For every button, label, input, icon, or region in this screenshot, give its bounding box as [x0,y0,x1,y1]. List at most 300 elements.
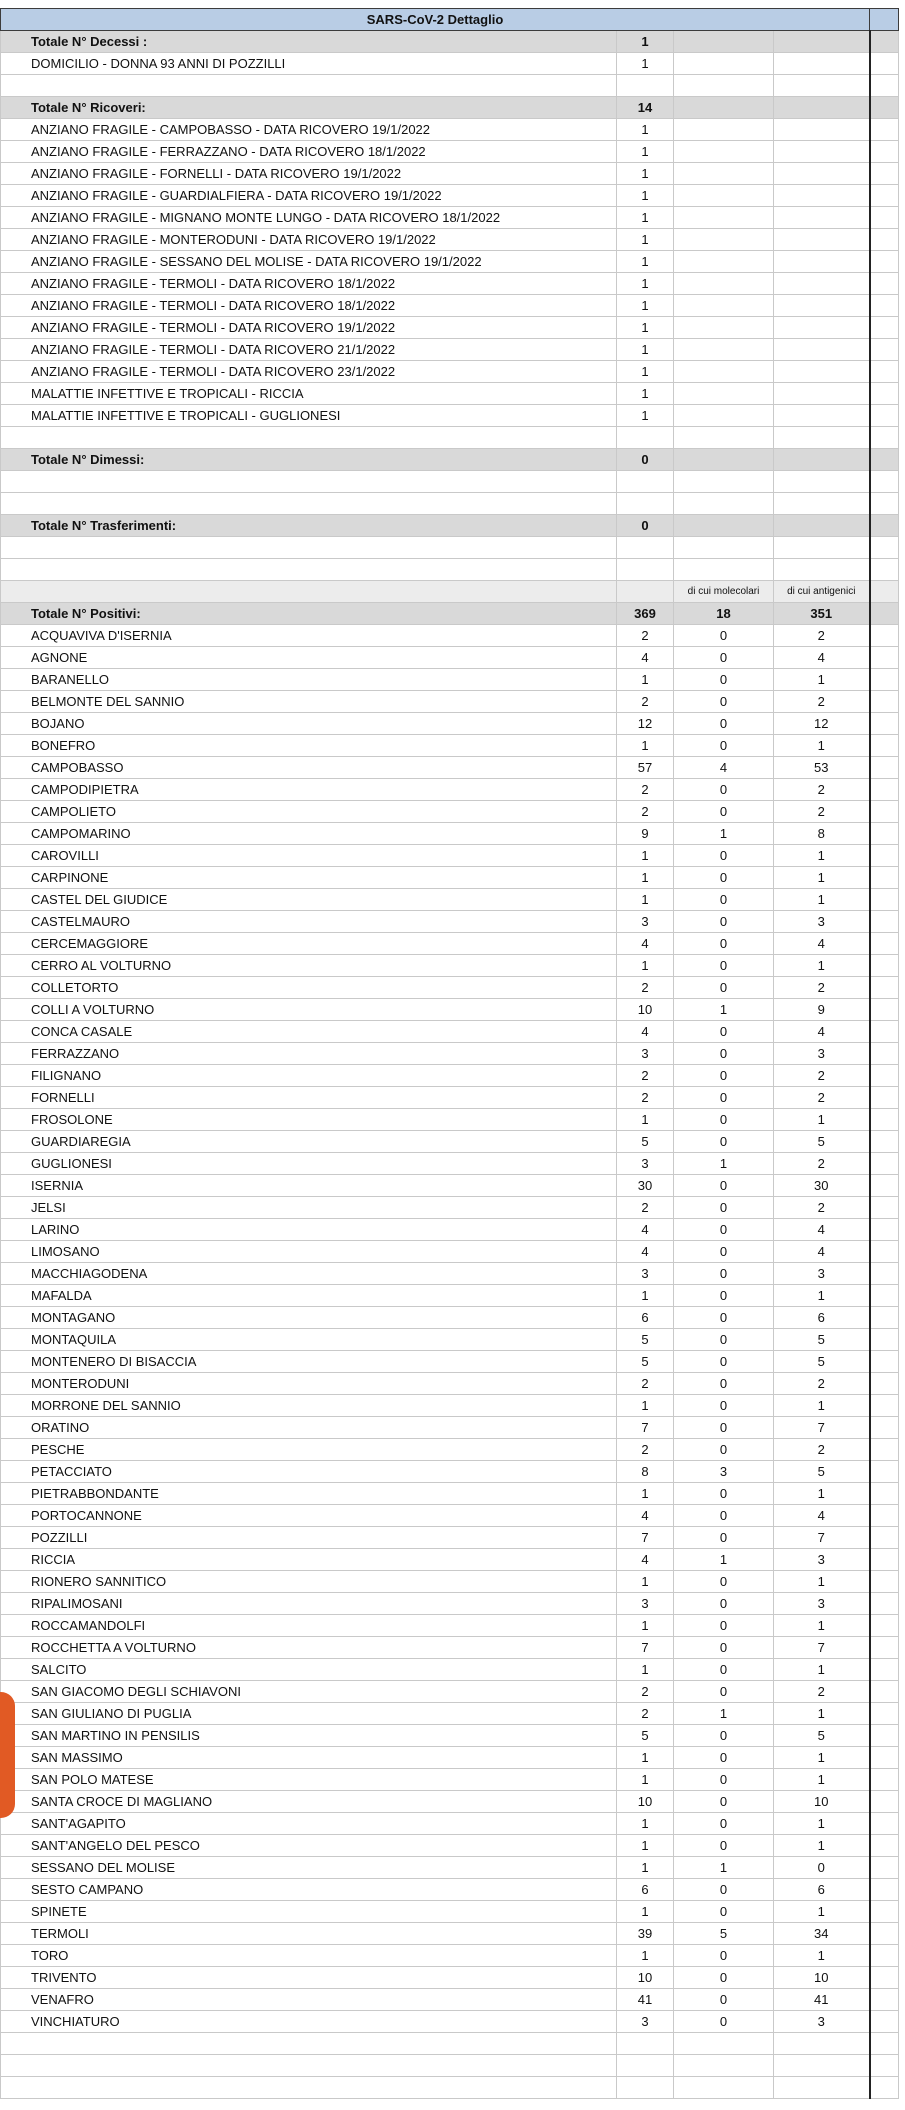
row-molecolari: 0 [674,1945,774,1967]
row-name: ANZIANO FRAGILE - FORNELLI - DATA RICOVERO 19/1/2022 [1,163,617,185]
row-molecolari: 0 [674,1681,774,1703]
row-name: BELMONTE DEL SANNIO [1,691,617,713]
positivi-row [1,1571,899,1593]
row-count: 2 [617,1439,674,1461]
row-molecolari: 1 [674,1549,774,1571]
row-count: 7 [617,1637,674,1659]
row-count: 3 [617,911,674,933]
row-name: ANZIANO FRAGILE - MIGNANO MONTE LUNGO - DATA RICOVERO 18/1/2022 [1,207,617,229]
row-name: ANZIANO FRAGILE - TERMOLI - DATA RICOVERO 19/1/2022 [1,317,617,339]
positivi-row [1,1021,899,1043]
row-count: 1 [617,1857,674,1879]
row-count: 3 [617,1263,674,1285]
row-count: 8 [617,1461,674,1483]
row-count: 1 [617,889,674,911]
row-name: SESSANO DEL MOLISE [1,1857,617,1879]
row-count: 1 [617,163,674,185]
positivi-row [1,625,899,647]
row-antigenici: 1 [774,1769,870,1791]
row-molecolari: 0 [674,1527,774,1549]
row-antigenici [774,383,870,405]
row-antigenici [774,295,870,317]
row-name: BOJANO [1,713,617,735]
positivi-row [1,1065,899,1087]
row-antigenici [774,185,870,207]
row-count: 1 [617,405,674,427]
positivi-row [1,1637,899,1659]
row-antigenici: 2 [774,1439,870,1461]
row-molecolari: 0 [674,1241,774,1263]
row-antigenici: 1 [774,955,870,977]
row-name: PORTOCANNONE [1,1505,617,1527]
row-molecolari: 0 [674,1109,774,1131]
row-antigenici: 34 [774,1923,870,1945]
positivi-row [1,1373,899,1395]
empty-row [1,75,899,97]
row-antigenici: 1 [774,1285,870,1307]
row-molecolari [674,405,774,427]
row-count: 6 [617,1307,674,1329]
empty-row [1,427,899,449]
row-name: TRIVENTO [1,1967,617,1989]
row-name: SALCITO [1,1659,617,1681]
row-name: ANZIANO FRAGILE - MONTERODUNI - DATA RICOVERO 19/1/2022 [1,229,617,251]
positivi-row [1,713,899,735]
ricoveri-row [1,251,899,273]
row-count: 1 [617,1395,674,1417]
positivi-row [1,867,899,889]
row-antigenici: 2 [774,1153,870,1175]
row-antigenici: 2 [774,1087,870,1109]
row-name: ROCCHETTA A VOLTURNO [1,1637,617,1659]
row-antigenici: 1 [774,845,870,867]
row-molecolari: 1 [674,1153,774,1175]
row-antigenici: 2 [774,1373,870,1395]
ricoveri-total: 14 [617,97,674,119]
positivi-row [1,1813,899,1835]
empty-row [1,2033,899,2055]
row-molecolari: 0 [674,977,774,999]
row-count: 4 [617,1549,674,1571]
row-molecolari: 0 [674,1791,774,1813]
row-antigenici: 2 [774,1681,870,1703]
row-antigenici: 1 [774,1813,870,1835]
row-name: ANZIANO FRAGILE - TERMOLI - DATA RICOVERO 18/1/2022 [1,295,617,317]
row-count: 2 [617,1197,674,1219]
row-count: 6 [617,1879,674,1901]
positivi-row [1,955,899,977]
ricoveri-row [1,339,899,361]
row-antigenici: 2 [774,977,870,999]
row-count: 7 [617,1527,674,1549]
ricoveri-row [1,119,899,141]
row-molecolari [674,339,774,361]
row-count: 5 [617,1351,674,1373]
positivi-row [1,1549,899,1571]
positivi-row [1,1153,899,1175]
row-count: 3 [617,1043,674,1065]
row-antigenici: 7 [774,1527,870,1549]
row-antigenici: 3 [774,1593,870,1615]
row-name: MORRONE DEL SANNIO [1,1395,617,1417]
positivi-row [1,1659,899,1681]
table-title: SARS-CoV-2 Dettaglio [1,9,870,31]
row-name: CAMPODIPIETRA [1,779,617,801]
row-antigenici: 1 [774,669,870,691]
decessi-label: Totale N° Decessi : [1,31,617,53]
row-antigenici [774,317,870,339]
row-count: 1 [617,1285,674,1307]
row-molecolari: 0 [674,867,774,889]
row-name: GUGLIONESI [1,1153,617,1175]
row-count: 1 [617,1835,674,1857]
row-molecolari: 0 [674,1087,774,1109]
row-antigenici: 5 [774,1725,870,1747]
positivi-row [1,801,899,823]
row-count: 10 [617,1791,674,1813]
row-count: 39 [617,1923,674,1945]
row-name: TORO [1,1945,617,1967]
positivi-subheader-row [1,581,899,603]
ricoveri-total-row [1,97,899,119]
row-count: 10 [617,999,674,1021]
row-name: MONTENERO DI BISACCIA [1,1351,617,1373]
row-count: 1 [617,845,674,867]
row-name: CAMPOLIETO [1,801,617,823]
ricoveri-row [1,383,899,405]
positivi-row [1,757,899,779]
row-name: SPINETE [1,1901,617,1923]
row-antigenici: 1 [774,1615,870,1637]
row-molecolari [674,295,774,317]
row-antigenici: 4 [774,647,870,669]
row-name: CAMPOBASSO [1,757,617,779]
row-antigenici: 1 [774,889,870,911]
row-antigenici [774,207,870,229]
row-antigenici: 3 [774,1549,870,1571]
row-molecolari [674,229,774,251]
positivi-row [1,669,899,691]
ricoveri-row [1,295,899,317]
row-antigenici: 4 [774,933,870,955]
ricoveri-row [1,185,899,207]
positivi-row [1,1395,899,1417]
row-count: 1 [617,1571,674,1593]
row-name: COLLI A VOLTURNO [1,999,617,1021]
ricoveri-row [1,163,899,185]
row-molecolari: 0 [674,625,774,647]
positivi-row [1,1769,899,1791]
row-count: 1 [617,207,674,229]
decessi-total: 1 [617,31,674,53]
row-name: ANZIANO FRAGILE - CAMPOBASSO - DATA RICOVERO 19/1/2022 [1,119,617,141]
row-antigenici: 1 [774,1659,870,1681]
row-name: CONCA CASALE [1,1021,617,1043]
row-molecolari: 0 [674,1747,774,1769]
positivi-row [1,1725,899,1747]
trasferimenti-total-row [1,515,899,537]
row-molecolari: 0 [674,1571,774,1593]
row-name: ANZIANO FRAGILE - TERMOLI - DATA RICOVERO 18/1/2022 [1,273,617,295]
row-name: RIPALIMOSANI [1,1593,617,1615]
col-antigenici: di cui antigenici [774,581,870,603]
row-count: 41 [617,1989,674,2011]
positivi-row [1,691,899,713]
positivi-row [1,1241,899,1263]
row-name: GUARDIAREGIA [1,1131,617,1153]
positivi-row [1,1967,899,1989]
ricoveri-row [1,361,899,383]
row-name: ANZIANO FRAGILE - FERRAZZANO - DATA RICOVERO 18/1/2022 [1,141,617,163]
row-name: PIETRABBONDANTE [1,1483,617,1505]
positivi-row [1,1989,899,2011]
positivi-total: 369 [617,603,674,625]
row-count: 1 [617,361,674,383]
row-name: SAN MASSIMO [1,1747,617,1769]
row-name: FILIGNANO [1,1065,617,1087]
row-antigenici: 7 [774,1417,870,1439]
row-antigenici [774,163,870,185]
row-count: 1 [617,1109,674,1131]
row-name: CERRO AL VOLTURNO [1,955,617,977]
positivi-row [1,1879,899,1901]
empty-row [1,2055,899,2077]
row-name: SAN GIACOMO DEGLI SCHIAVONI [1,1681,617,1703]
positivi-row [1,1791,899,1813]
positivi-row [1,1681,899,1703]
row-molecolari: 0 [674,1395,774,1417]
row-name: MALATTIE INFETTIVE E TROPICALI - GUGLIONESI [1,405,617,427]
row-name: PETACCIATO [1,1461,617,1483]
row-count: 1 [617,1483,674,1505]
row-count: 3 [617,1593,674,1615]
row-antigenici: 2 [774,779,870,801]
row-name: SANT'ANGELO DEL PESCO [1,1835,617,1857]
ricoveri-row [1,141,899,163]
row-count: 3 [617,2011,674,2033]
row-antigenici: 1 [774,1901,870,1923]
row-count: 1 [617,1945,674,1967]
row-count: 4 [617,1219,674,1241]
dimessi-total: 0 [617,449,674,471]
positivi-row [1,1483,899,1505]
row-molecolari [674,141,774,163]
row-molecolari: 0 [674,1219,774,1241]
row-antigenici: 3 [774,911,870,933]
row-antigenici: 1 [774,1571,870,1593]
empty-row [1,537,899,559]
row-molecolari: 0 [674,801,774,823]
row-count: 1 [617,229,674,251]
row-antigenici: 10 [774,1791,870,1813]
positivi-row [1,1461,899,1483]
row-count: 30 [617,1175,674,1197]
row-name: ANZIANO FRAGILE - GUARDIALFIERA - DATA RICOVERO 19/1/2022 [1,185,617,207]
positivi-row [1,1417,899,1439]
row-count: 10 [617,1967,674,1989]
row-name: AGNONE [1,647,617,669]
row-molecolari: 0 [674,2011,774,2033]
row-name: ISERNIA [1,1175,617,1197]
row-count: 1 [617,1901,674,1923]
empty-row [1,471,899,493]
row-count: 1 [617,251,674,273]
row-name: SANTA CROCE DI MAGLIANO [1,1791,617,1813]
row-molecolari [674,163,774,185]
positivi-row [1,1351,899,1373]
row-antigenici [774,251,870,273]
row-antigenici: 1 [774,1483,870,1505]
row-antigenici: 6 [774,1879,870,1901]
row-molecolari: 0 [674,911,774,933]
row-antigenici: 2 [774,625,870,647]
row-count: 1 [617,669,674,691]
row-molecolari: 5 [674,1923,774,1945]
row-antigenici: 1 [774,1747,870,1769]
row-name: SAN MARTINO IN PENSILIS [1,1725,617,1747]
decessi-row-count: 1 [617,53,674,75]
row-name: LIMOSANO [1,1241,617,1263]
row-name: MALATTIE INFETTIVE E TROPICALI - RICCIA [1,383,617,405]
col-molecolari: di cui molecolari [674,581,774,603]
row-antigenici: 3 [774,1263,870,1285]
row-name: MACCHIAGODENA [1,1263,617,1285]
title-row [1,9,899,31]
row-molecolari: 0 [674,1813,774,1835]
positivi-row [1,1307,899,1329]
row-name: FERRAZZANO [1,1043,617,1065]
ricoveri-row [1,273,899,295]
row-count: 7 [617,1417,674,1439]
row-name: VINCHIATURO [1,2011,617,2033]
row-antigenici [774,405,870,427]
row-antigenici: 2 [774,1065,870,1087]
row-antigenici: 41 [774,1989,870,2011]
row-name: SAN POLO MATESE [1,1769,617,1791]
positivi-row [1,911,899,933]
row-molecolari: 1 [674,823,774,845]
row-molecolari: 0 [674,1593,774,1615]
row-count: 1 [617,1747,674,1769]
row-molecolari [674,207,774,229]
dimessi-total-row [1,449,899,471]
row-count: 1 [617,383,674,405]
row-molecolari: 0 [674,1351,774,1373]
row-name: LARINO [1,1219,617,1241]
row-name: CARPINONE [1,867,617,889]
row-antigenici: 1 [774,1945,870,1967]
row-count: 5 [617,1329,674,1351]
row-name: SESTO CAMPANO [1,1879,617,1901]
row-antigenici [774,361,870,383]
row-name: CAMPOMARINO [1,823,617,845]
row-name: CASTEL DEL GIUDICE [1,889,617,911]
row-antigenici: 1 [774,1703,870,1725]
row-count: 1 [617,273,674,295]
row-molecolari: 0 [674,647,774,669]
row-molecolari: 0 [674,1043,774,1065]
row-molecolari [674,185,774,207]
row-count: 1 [617,317,674,339]
row-count: 4 [617,1021,674,1043]
row-count: 1 [617,141,674,163]
row-name: ORATINO [1,1417,617,1439]
positivi-row [1,1197,899,1219]
row-antigenici: 4 [774,1219,870,1241]
positivi-row [1,735,899,757]
row-name: FROSOLONE [1,1109,617,1131]
row-count: 1 [617,295,674,317]
side-tab-handle[interactable] [0,1692,15,1818]
positivi-row [1,1109,899,1131]
row-count: 2 [617,625,674,647]
row-count: 57 [617,757,674,779]
positivi-row [1,933,899,955]
row-molecolari [674,383,774,405]
row-antigenici: 9 [774,999,870,1021]
row-name: FORNELLI [1,1087,617,1109]
row-molecolari: 1 [674,999,774,1021]
row-antigenici [774,273,870,295]
positivi-label: Totale N° Positivi: [1,603,617,625]
row-antigenici: 10 [774,1967,870,1989]
row-molecolari [674,273,774,295]
row-antigenici: 1 [774,1109,870,1131]
positivi-row [1,1505,899,1527]
positivi-row [1,1923,899,1945]
positivi-total-antigenici: 351 [774,603,870,625]
row-molecolari [674,317,774,339]
row-count: 1 [617,185,674,207]
row-molecolari: 0 [674,1725,774,1747]
row-count: 4 [617,933,674,955]
row-antigenici: 1 [774,735,870,757]
row-antigenici: 3 [774,1043,870,1065]
row-antigenici: 3 [774,2011,870,2033]
row-name: BONEFRO [1,735,617,757]
positivi-row [1,2011,899,2033]
positivi-row [1,1857,899,1879]
row-molecolari: 0 [674,1439,774,1461]
row-name: MONTAQUILA [1,1329,617,1351]
row-count: 2 [617,1703,674,1725]
row-molecolari: 0 [674,1659,774,1681]
positivi-row [1,1747,899,1769]
decessi-row [1,53,899,75]
row-name: CAROVILLI [1,845,617,867]
row-count: 4 [617,1505,674,1527]
row-molecolari [674,119,774,141]
positivi-row [1,1593,899,1615]
positivi-row [1,999,899,1021]
row-name: ANZIANO FRAGILE - TERMOLI - DATA RICOVERO 21/1/2022 [1,339,617,361]
positivi-row [1,1835,899,1857]
row-name: PESCHE [1,1439,617,1461]
row-count: 1 [617,339,674,361]
row-molecolari: 0 [674,1197,774,1219]
trasferimenti-label: Totale N° Trasferimenti: [1,515,617,537]
row-molecolari: 0 [674,1989,774,2011]
row-molecolari: 0 [674,779,774,801]
row-name: MONTERODUNI [1,1373,617,1395]
row-molecolari: 0 [674,1285,774,1307]
row-antigenici: 6 [774,1307,870,1329]
row-antigenici: 53 [774,757,870,779]
row-count: 2 [617,1087,674,1109]
positivi-row [1,845,899,867]
row-antigenici: 5 [774,1351,870,1373]
empty-row [1,559,899,581]
